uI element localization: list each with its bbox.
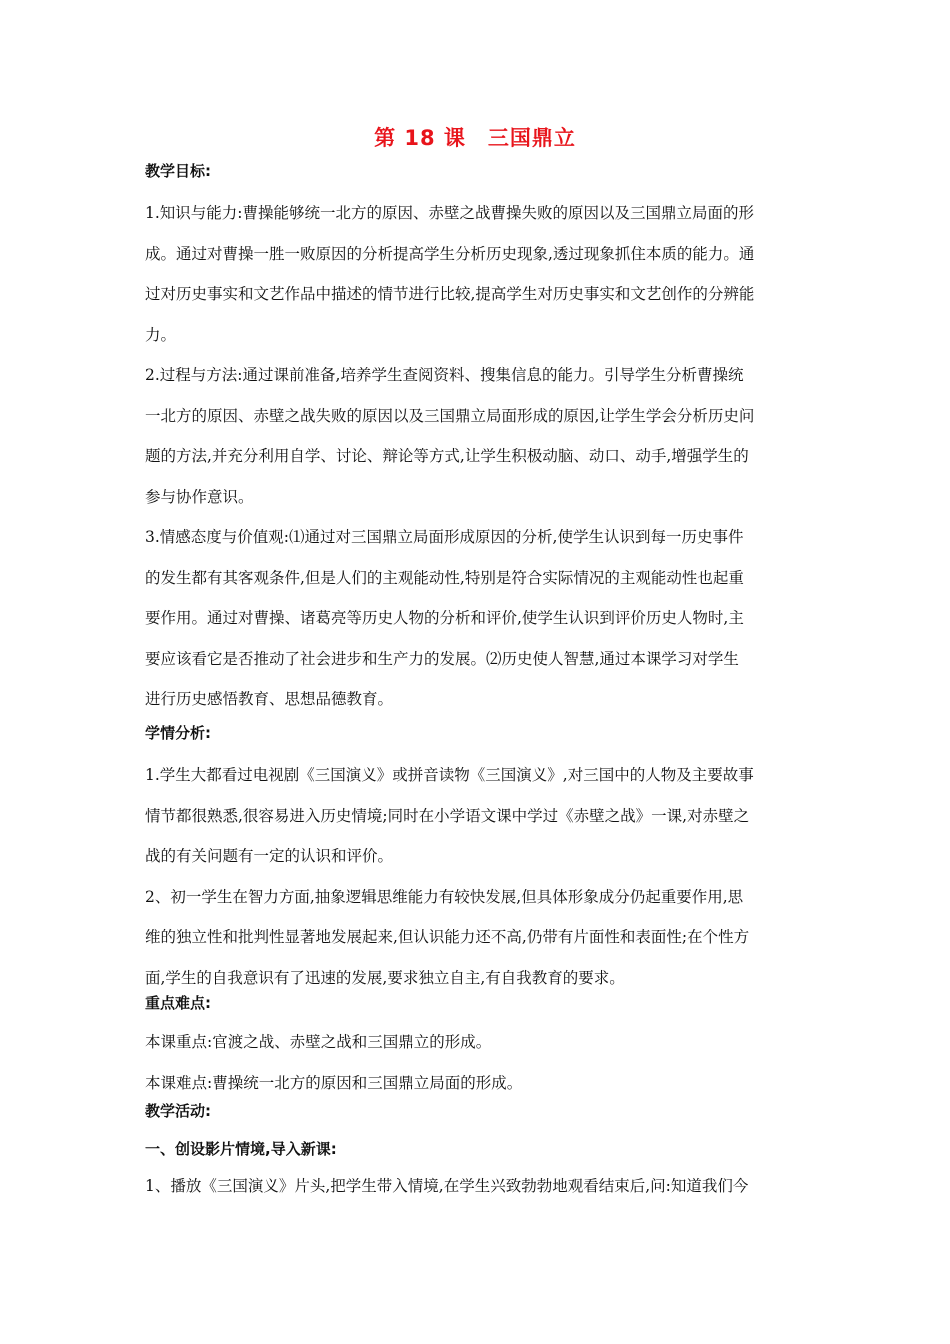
key-heading-block <box>145 990 807 1017</box>
key-point-difficulty: 本课难点:曹操统一北方的原因和三国鼎立局面的形成。 <box>145 1073 523 1092</box>
objectives-section <box>145 193 807 720</box>
analysis-heading-block <box>145 720 807 747</box>
text-line: 成。通过对曹操一胜一败原因的分析提高学生分析历史现象,透过现象抓住本质的能力。通 <box>145 244 755 263</box>
objective-paragraph-3 <box>145 517 807 720</box>
activity-heading-block <box>145 1098 807 1125</box>
lesson-name: 三国鼎立 <box>487 126 576 150</box>
objective-paragraph-2 <box>145 355 807 517</box>
lesson-title <box>0 122 950 152</box>
key-points <box>145 1022 807 1103</box>
activity-subheading: 一、创设影片情境,导入新课: <box>145 1140 337 1158</box>
text-line: 题的方法,并充分利用自学、讨论、辩论等方式,让学生积极动脑、动口、动手,增强学生的 <box>145 447 749 465</box>
objective-paragraph-1 <box>145 193 807 355</box>
text-line: 2、初一学生在智力方面,抽象逻辑思维能力有较快发展,但具体形象成分仍起重要作用,思 <box>145 887 744 906</box>
activity-heading: 教学活动: <box>145 1102 211 1120</box>
text-line: 情节都很熟悉,很容易进入历史情境;同时在小学语文课中学过《赤壁之战》一课,对赤壁之 <box>145 806 750 825</box>
text-line: 战的有关问题有一定的认识和评价。 <box>145 847 394 865</box>
key-heading: 重点难点: <box>145 994 211 1012</box>
analysis-paragraph-2 <box>145 877 807 999</box>
text-line: 2.过程与方法:通过课前准备,培养学生查阅资料、搜集信息的能力。引导学生分析曹操统 <box>145 366 744 384</box>
analysis-heading: 学情分析: <box>145 724 211 742</box>
text-line: 一北方的原因、赤壁之战失败的原因以及三国鼎立局面形成的原因,让学生学会分析历史问 <box>145 406 755 425</box>
text-line: 1.学生大都看过电视剧《三国演义》或拼音读物《三国演义》,对三国中的人物及主要故事 <box>145 766 754 784</box>
text-line: 要作用。通过对曹操、诸葛亮等历史人物的分析和评价,使学生认识到评价历史人物时,主 <box>145 609 744 627</box>
activity-sub-block <box>145 1136 807 1163</box>
key-point-focus: 本课重点:官渡之战、赤壁之战和三国鼎立的形成。 <box>145 1033 492 1051</box>
text-line: 3.情感态度与价值观:⑴通过对三国鼎立局面形成原因的分析,使学生认识到每一历史事件 <box>145 528 744 546</box>
objectives-heading: 教学目标: <box>145 162 211 180</box>
text-line: 1、播放《三国演义》片头,把学生带入情境,在学生兴致勃勃地观看结束后,问:知道我们今 <box>145 1177 749 1195</box>
text-line: 面,学生的自我意识有了迅速的发展,要求独立自主,有自我教育的要求。 <box>145 968 625 987</box>
text-line: 的发生都有其客观条件,但是人们的主观能动性,特别是符合实际情况的主观能动性也起重 <box>145 568 744 587</box>
analysis-paragraph-1 <box>145 755 807 877</box>
activity-paragraph <box>145 1166 807 1207</box>
text-line: 维的独立性和批判性显著地发展起来,但认识能力还不高,仍带有片面性和表面性;在个性方 <box>145 928 750 946</box>
analysis-section <box>145 755 807 998</box>
text-line: 进行历史感悟教育、思想品德教育。 <box>145 690 394 708</box>
activity-section <box>145 1166 807 1207</box>
text-line: 过对历史事实和文艺作品中描述的情节进行比较,提高学生对历史事实和文艺创作的分辨能 <box>145 285 755 303</box>
text-line: 1.知识与能力:曹操能够统一北方的原因、赤壁之战曹操失败的原因以及三国鼎立局面的形 <box>145 204 755 222</box>
lesson-number: 第 18 课 <box>374 126 466 150</box>
objectives-heading-block <box>145 158 807 185</box>
key-section <box>145 1022 807 1103</box>
text-line: 参与协作意识。 <box>145 487 254 506</box>
text-line: 要应该看它是否推动了社会进步和生产力的发展。⑵历史使人智慧,通过本课学习对学生 <box>145 649 739 668</box>
text-line: 力。 <box>145 325 177 344</box>
